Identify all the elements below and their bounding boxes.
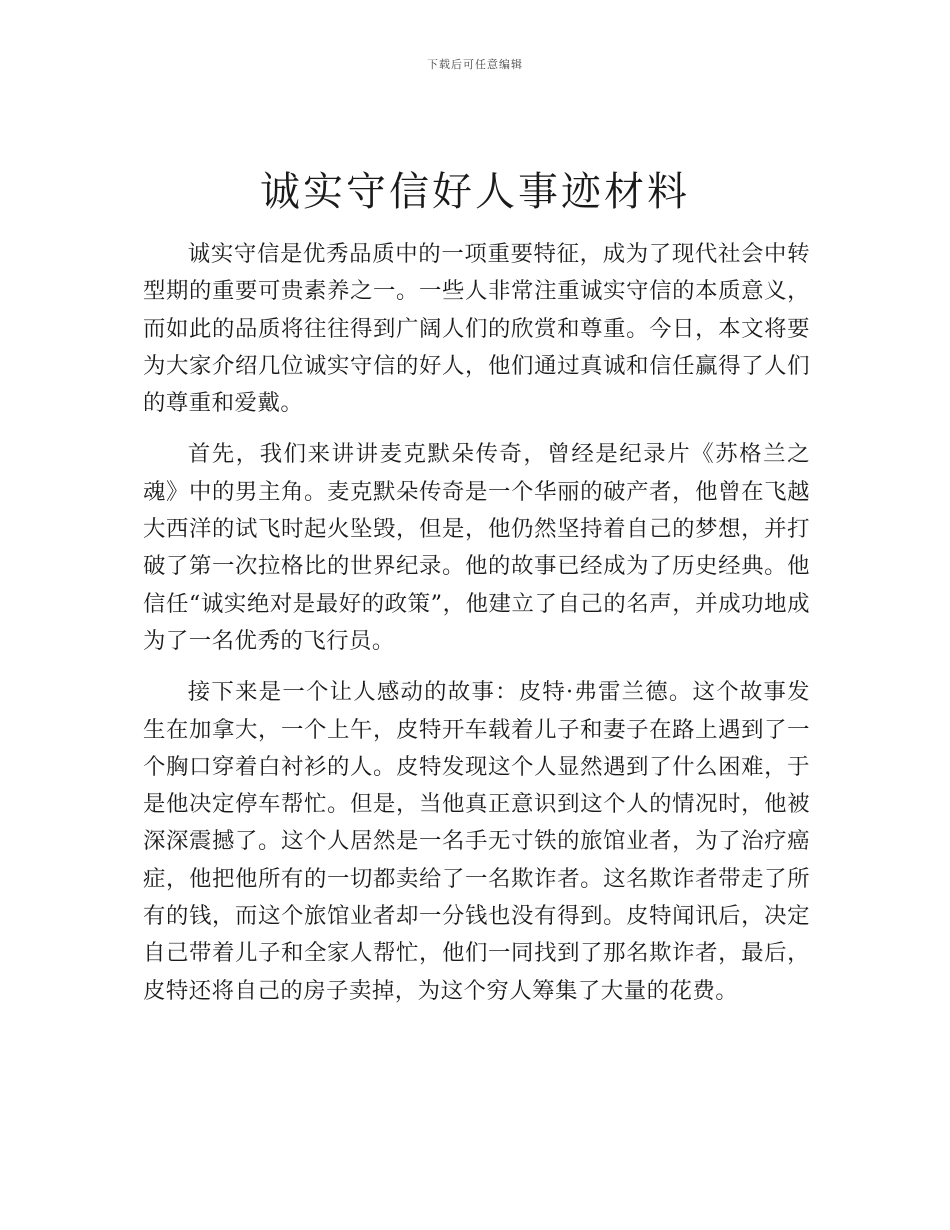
document-body [143,236,810,1024]
paragraph-intro: 诚实守信是优秀品质中的一项重要特征，成为了现代社会中转型期的重要可贵素养之一。一些人非常注重诚实守信的本质意义，而如此的品质将往往得到广阔人们的欣赏和尊重。今日，本文将要为大家介绍几位诚实守信的好人，他们通过真诚和信任赢得了人们的尊重和爱戴。 [143,241,810,417]
paragraph-mcmurdo-story: 首先，我们来讲讲麦克默朵传奇，曾经是纪录片《苏格兰之魂》中的男主角。麦克默朵传奇是一个华丽的破产者，他曾在飞越大西洋的试飞时起火坠毁，但是，他仍然坚持着自己的梦想，并打破了第一次拉格比的世界纪录。他的故事已经成为了历史经典。他信任“诚实绝对是最好的政策”，他建立了自己的名声，并成功地成为了一名优秀的飞行员。 [143,441,810,654]
paragraph-pete-story: 接下来是一个让人感动的故事：皮特·弗雷兰德。这个故事发生在加拿大，一个上午，皮特开车载着儿子和妻子在路上遇到了一个胸口穿着白衬衫的人。皮特发现这个人显然遇到了什么困难，于是他决定停车帮忙。但是，当他真正意识到这个人的情况时，他被深深震撼了。这个人居然是一名手无寸铁的旅馆业者，为了治疗癌症，他把他所有的一切都卖给了一名欺诈者。这名欺诈者带走了所有的钱，而这个旅馆业者却一分钱也没有得到。皮特闻讯后，决定自己带着儿子和全家人帮忙，他们一同找到了那名欺诈者，最后，皮特还将自己的房子卖掉，为这个穷人筹集了大量的花费。 [143,679,810,1004]
header-note: 下载后可任意编辑 [427,58,523,71]
document-title: 诚实守信好人事迹材料 [260,169,690,215]
